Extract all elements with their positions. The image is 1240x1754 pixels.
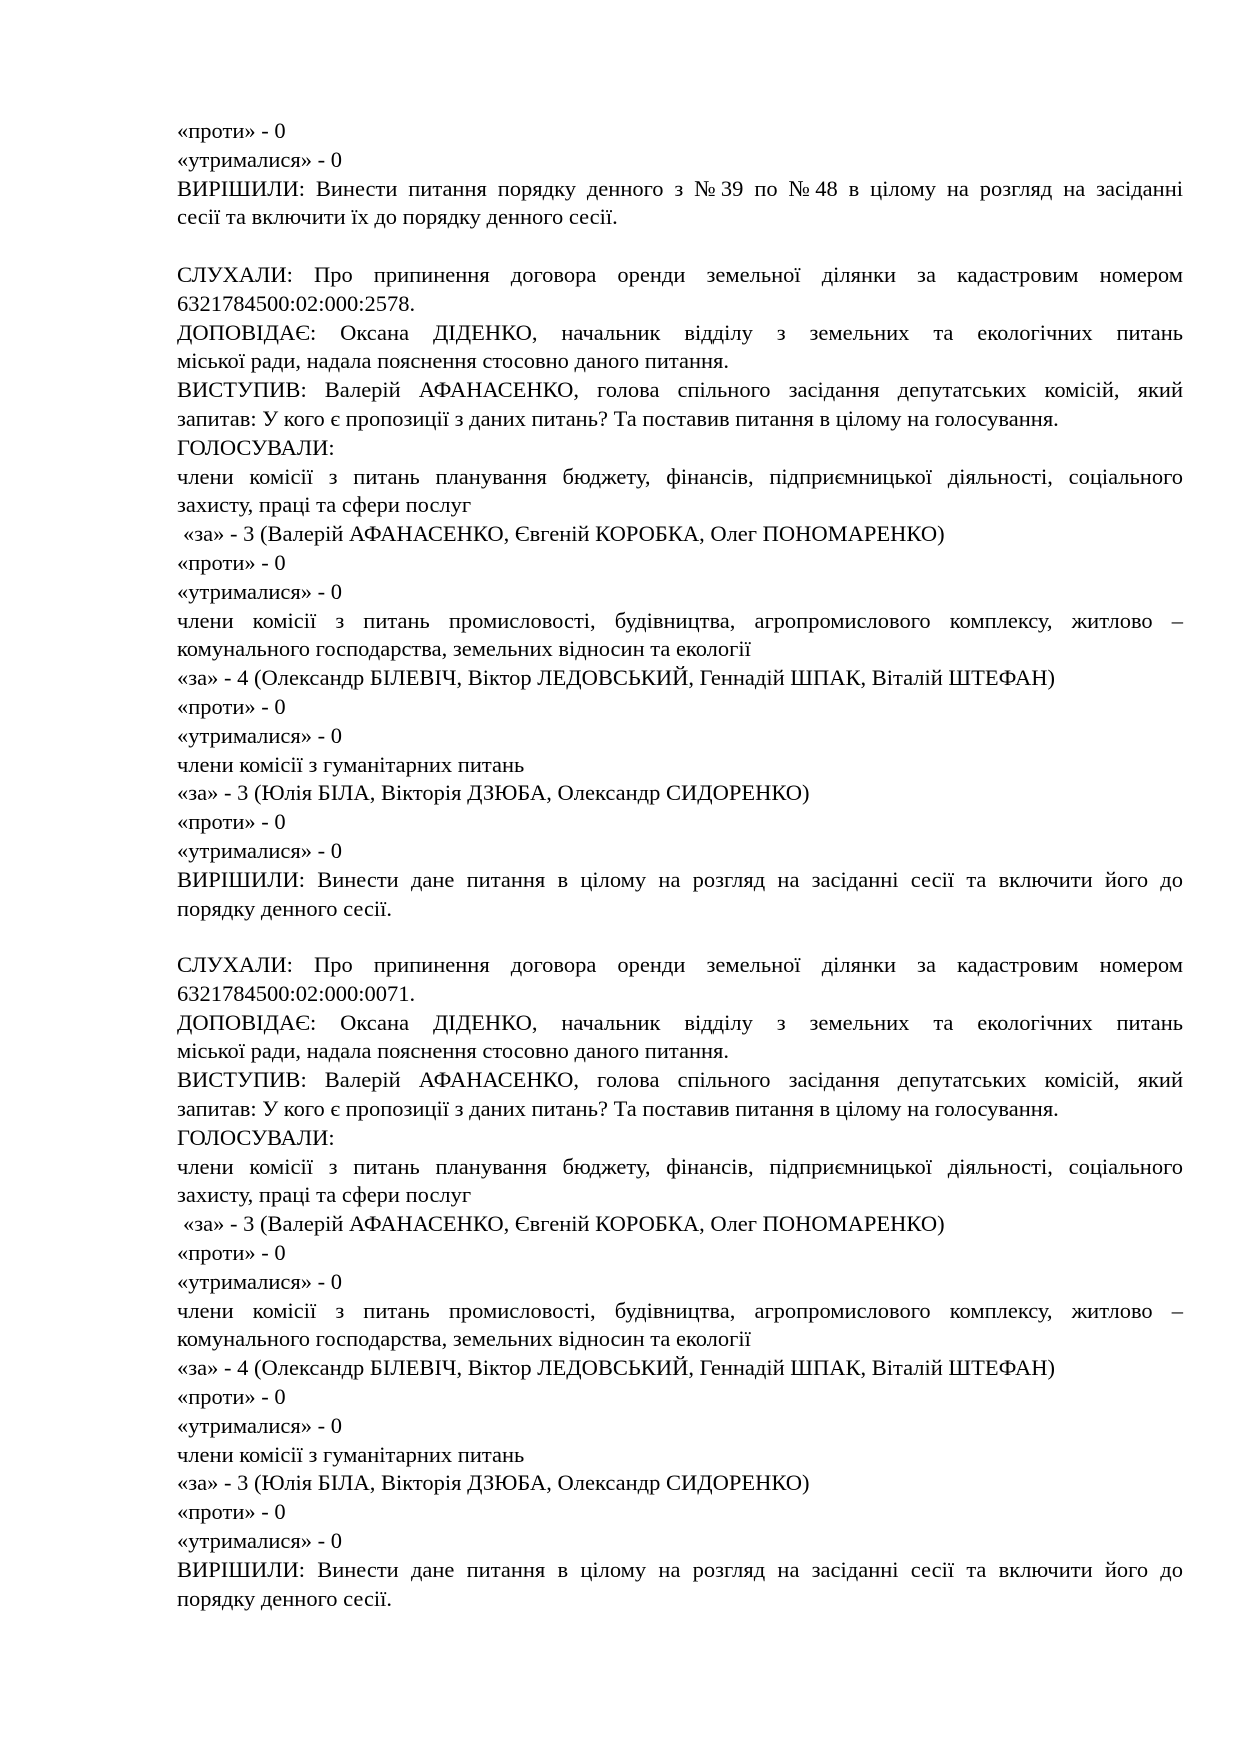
vote-abstained: «утрималися» - 0 [177, 146, 343, 172]
committee-3-against: «проти» - 0 [177, 809, 286, 835]
heard-line-1: СЛУХАЛИ: Про припинення договора оренди земельної ділянки за кадастровим номером [177, 952, 1183, 977]
committee-2-title-line-1: члени комісії з питань промисловості, будівництва, агропромислового комплексу, житлово – [177, 607, 1183, 633]
committee-3-title: члени комісії з гуманітарних питань [177, 1441, 525, 1467]
spoke-line-1: ВИСТУПИВ: Валерій АФАНАСЕНКО, голова спільного засідання депутатських комісій, який [177, 377, 1183, 403]
committee-2-title-line-1: члени комісії з питань промисловості, будівництва, агропромислового комплексу, житлово – [177, 1297, 1183, 1323]
vote-against: «проти» - 0 [177, 118, 286, 143]
committee-3-title: члени комісії з гуманітарних питань [177, 751, 525, 777]
committee-2-abstained: «утрималися» - 0 [177, 1412, 343, 1438]
reports-line-2: міської ради, надала пояснення стосовно даного питання. [177, 348, 730, 374]
agenda-item [177, 261, 1183, 923]
committee-2-for: «за» - 4 (Олександр БІЛЕВІЧ, Віктор ЛЕДОВСЬКИЙ, Геннадій ШПАК, Віталій ШТЕФАН) [177, 665, 1055, 691]
committee-2-abstained: «утрималися» - 0 [177, 722, 343, 748]
heard-line-1: СЛУХАЛИ: Про припинення договора оренди земельної ділянки за кадастровим номером [177, 262, 1183, 287]
committee-3-against: «проти» - 0 [177, 1499, 286, 1525]
decision-line-1: ВИРІШИЛИ: Винести дане питання в цілому на розгляд на засіданні сесії та включити його до [177, 866, 1183, 892]
committee-3-for: «за» - 3 (Юлія БІЛА, Вікторія ДЗЮБА, Олександр СИДОРЕНКО) [177, 1470, 810, 1496]
committee-1-title-line-2: захисту, праці та сфери послуг [177, 492, 472, 518]
agenda-item [177, 951, 1183, 1613]
decision-line-1: ВИРІШИЛИ: Винести питання порядку денного з №39 по №48 в цілому на розгляд на засіданні [177, 175, 1183, 201]
committee-2-title-line-2: комунального господарства, земельних відносин та екології [177, 1326, 751, 1352]
spoke-line-2: запитав: У кого є пропозиції з даних питань? Та поставив питання в цілому на голосування. [177, 1095, 1059, 1121]
committee-1-against: «проти» - 0 [177, 1239, 286, 1265]
committee-1-title-line-1: члени комісії з питань планування бюджету, фінансів, підприємницької діяльності, соціального [177, 463, 1183, 489]
committee-2-against: «проти» - 0 [177, 693, 286, 719]
spoke-line-1: ВИСТУПИВ: Валерій АФАНАСЕНКО, голова спільного засідання депутатських комісій, який [177, 1067, 1183, 1093]
decision-line-2: сесії та включити їх до порядку денного сесії. [177, 204, 618, 230]
committee-1-title-line-2: захисту, праці та сфери послуг [177, 1182, 472, 1208]
committee-1-against: «проти» - 0 [177, 549, 286, 575]
previous-item-tail [177, 117, 1183, 232]
committee-3-abstained: «утрималися» - 0 [177, 837, 343, 863]
committee-1-for: «за» - 3 (Валерій АФАНАСЕНКО, Євгеній КОРОБКА, Олег ПОНОМАРЕНКО) [183, 1211, 945, 1237]
committee-1-title-line-1: члени комісії з питань планування бюджету, фінансів, підприємницької діяльності, соціального [177, 1153, 1183, 1179]
decision-line-1: ВИРІШИЛИ: Винести дане питання в цілому на розгляд на засіданні сесії та включити його до [177, 1556, 1183, 1582]
reports-line-1: ДОПОВІДАЄ: Оксана ДІДЕНКО, начальник відділу з земельних та екологічних питань [177, 319, 1183, 345]
voted-heading: ГОЛОСУВАЛИ: [177, 1124, 335, 1150]
decision-line-2: порядку денного сесії. [177, 895, 393, 921]
spoke-line-2: запитав: У кого є пропозиції з даних питань? Та поставив питання в цілому на голосування. [177, 405, 1059, 431]
committee-3-abstained: «утрималися» - 0 [177, 1527, 343, 1553]
reports-line-2: міської ради, надала пояснення стосовно даного питання. [177, 1038, 730, 1064]
committee-1-abstained: «утрималися» - 0 [177, 1268, 343, 1294]
decision-line-2: порядку денного сесії. [177, 1585, 393, 1611]
committee-3-for: «за» - 3 (Юлія БІЛА, Вікторія ДЗЮБА, Олександр СИДОРЕНКО) [177, 780, 810, 806]
committee-2-title-line-2: комунального господарства, земельних відносин та екології [177, 636, 751, 662]
heard-line-2: 6321784500:02:000:2578. [177, 290, 416, 316]
committee-1-for: «за» - 3 (Валерій АФАНАСЕНКО, Євгеній КОРОБКА, Олег ПОНОМАРЕНКО) [183, 521, 945, 547]
heard-line-2: 6321784500:02:000:0071. [177, 980, 416, 1006]
committee-1-abstained: «утрималися» - 0 [177, 578, 343, 604]
voted-heading: ГОЛОСУВАЛИ: [177, 434, 335, 460]
reports-line-1: ДОПОВІДАЄ: Оксана ДІДЕНКО, начальник відділу з земельних та екологічних питань [177, 1009, 1183, 1035]
committee-2-for: «за» - 4 (Олександр БІЛЕВІЧ, Віктор ЛЕДОВСЬКИЙ, Геннадій ШПАК, Віталій ШТЕФАН) [177, 1355, 1055, 1381]
committee-2-against: «проти» - 0 [177, 1383, 286, 1409]
